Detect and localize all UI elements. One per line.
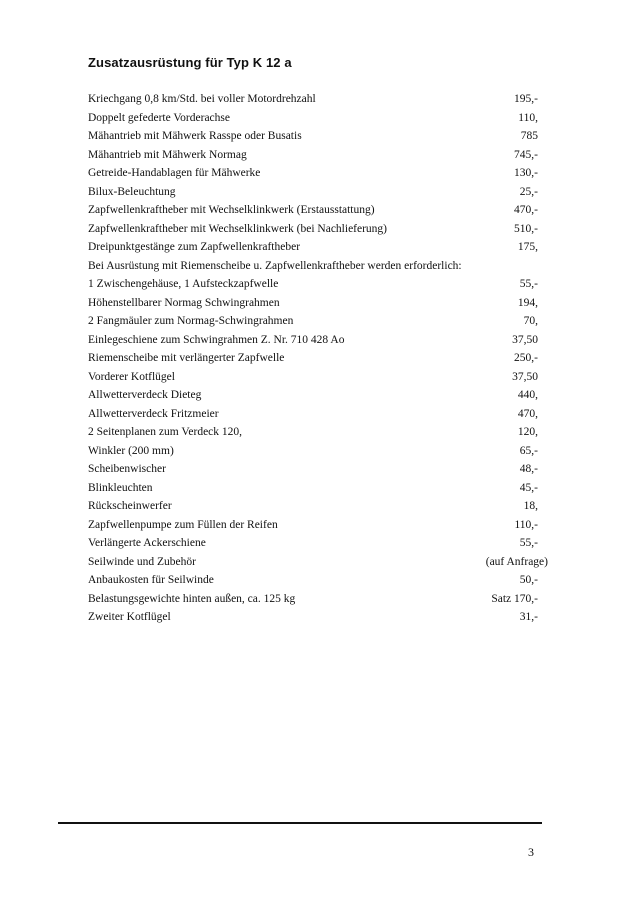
item-price: (auf Anfrage): [485, 555, 548, 568]
list-item: [88, 479, 538, 498]
list-item: [88, 553, 548, 572]
item-label: Zapfwellenkraftheber mit Wechselklinkwerk (Erstausstattung): [88, 204, 375, 216]
list-item: [88, 312, 538, 331]
item-price: 510,-: [514, 222, 538, 235]
list-item: [88, 294, 538, 313]
footer-rule: [58, 822, 542, 824]
item-price: Satz 170,-: [491, 592, 538, 605]
list-item: [88, 608, 538, 627]
item-price: 50,-: [519, 574, 538, 586]
item-price: 37,50: [512, 370, 538, 383]
list-item: [88, 90, 538, 109]
item-label: Zapfwellenpumpe zum Füllen der Reifen: [88, 518, 278, 531]
list-item: [88, 442, 538, 461]
item-label: Rückscheinwerfer: [88, 500, 172, 512]
item-price: 785: [520, 130, 538, 142]
item-label: Bilux-Beleuchtung: [88, 185, 176, 198]
list-item: [88, 590, 538, 609]
item-label: Zapfwellenkraftheber mit Wechselklinkwerk (bei Nachlieferung): [88, 222, 388, 235]
item-label: Allwetterverdeck Fritzmeier: [88, 407, 219, 420]
item-price: 48,-: [519, 463, 538, 475]
item-label: Kriechgang 0,8 km/Std. bei voller Motordrehzahl: [88, 93, 316, 105]
item-label: Einlegeschiene zum Schwingrahmen Z. Nr. 710 428 Ao: [88, 333, 345, 346]
list-item: [88, 497, 538, 516]
list-item: [88, 349, 538, 368]
item-price: 55,-: [519, 278, 538, 290]
list-item: [88, 257, 538, 276]
item-label: Verlängerte Ackerschiene: [88, 537, 206, 549]
list-item: [88, 423, 538, 442]
item-label: Scheibenwischer: [88, 463, 166, 475]
list-item: [88, 146, 538, 165]
list-item: [88, 405, 538, 424]
item-label: Dreipunktgestänge zum Zapfwellenkraftheber: [88, 241, 301, 253]
list-item: [88, 386, 538, 405]
item-price: 120,: [517, 426, 538, 438]
item-price: 25,-: [519, 185, 538, 198]
item-label: Blinkleuchten: [88, 481, 153, 494]
item-price: 65,-: [519, 444, 538, 457]
item-label: Seilwinde und Zubehör: [88, 555, 196, 568]
item-label: Vorderer Kotflügel: [88, 370, 175, 383]
list-item: [88, 460, 538, 479]
item-price: 195,-: [514, 93, 538, 105]
item-price: 70,: [523, 315, 538, 327]
item-label: Winkler (200 mm): [88, 444, 174, 457]
list-item: [88, 516, 538, 535]
item-label: Allwetterverdeck Dieteg: [88, 389, 202, 401]
item-price: 470,-: [514, 204, 538, 216]
item-price: 130,-: [514, 167, 538, 179]
list-item: [88, 368, 538, 387]
item-price: 31,-: [519, 611, 538, 623]
list-item: [88, 109, 538, 128]
item-price: 110,-: [514, 518, 538, 531]
list-item: [88, 238, 538, 257]
item-price: 110,: [518, 111, 538, 124]
item-label: 1 Zwischengehäuse, 1 Aufsteckzapfwelle: [88, 278, 279, 290]
item-price: 18,: [523, 500, 538, 512]
item-label: Belastungsgewichte hinten außen, ca. 125 kg: [88, 592, 296, 605]
list-item: [88, 220, 538, 239]
item-label: Mähantrieb mit Mähwerk Normag: [88, 148, 247, 161]
item-label: Getreide-Handablagen für Mähwerke: [88, 167, 261, 179]
page-title: Zusatzausrüstung für Typ K 12 a: [88, 55, 292, 70]
list-item: [88, 571, 538, 590]
item-label: Zweiter Kotflügel: [88, 611, 171, 623]
list-item: [88, 331, 538, 350]
list-item: [88, 183, 538, 202]
item-price: 175,: [517, 241, 538, 253]
list-item: [88, 127, 538, 146]
item-label: Bei Ausrüstung mit Riemenscheibe u. Zapfwellenkraftheber werden erforderlich:: [88, 259, 462, 272]
item-label: Mähantrieb mit Mähwerk Rasspe oder Busatis: [88, 130, 302, 142]
item-label: Höhenstellbarer Normag Schwingrahmen: [88, 296, 280, 309]
item-price: 470,: [517, 407, 538, 420]
item-price: 440,: [517, 389, 538, 401]
item-label: 2 Seitenplanen zum Verdeck 120,: [88, 426, 243, 438]
page-number: 3: [528, 845, 534, 859]
list-item: [88, 164, 538, 183]
list-item: [88, 201, 538, 220]
price-list: [88, 90, 548, 627]
item-price: 194,: [517, 296, 538, 309]
list-item: [88, 275, 538, 294]
item-price: 745,-: [514, 148, 538, 161]
item-price: 45,-: [519, 481, 538, 494]
item-label: 2 Fangmäuler zum Normag-Schwingrahmen: [88, 315, 294, 327]
list-item: [88, 534, 538, 553]
item-label: Doppelt gefederte Vorderachse: [88, 111, 230, 124]
item-price: 55,-: [519, 537, 538, 549]
item-price: 250,-: [514, 352, 538, 364]
item-label: Anbaukosten für Seilwinde: [88, 574, 214, 586]
item-price: 37,50: [512, 333, 538, 346]
item-label: Riemenscheibe mit verlängerter Zapfwelle: [88, 352, 285, 364]
